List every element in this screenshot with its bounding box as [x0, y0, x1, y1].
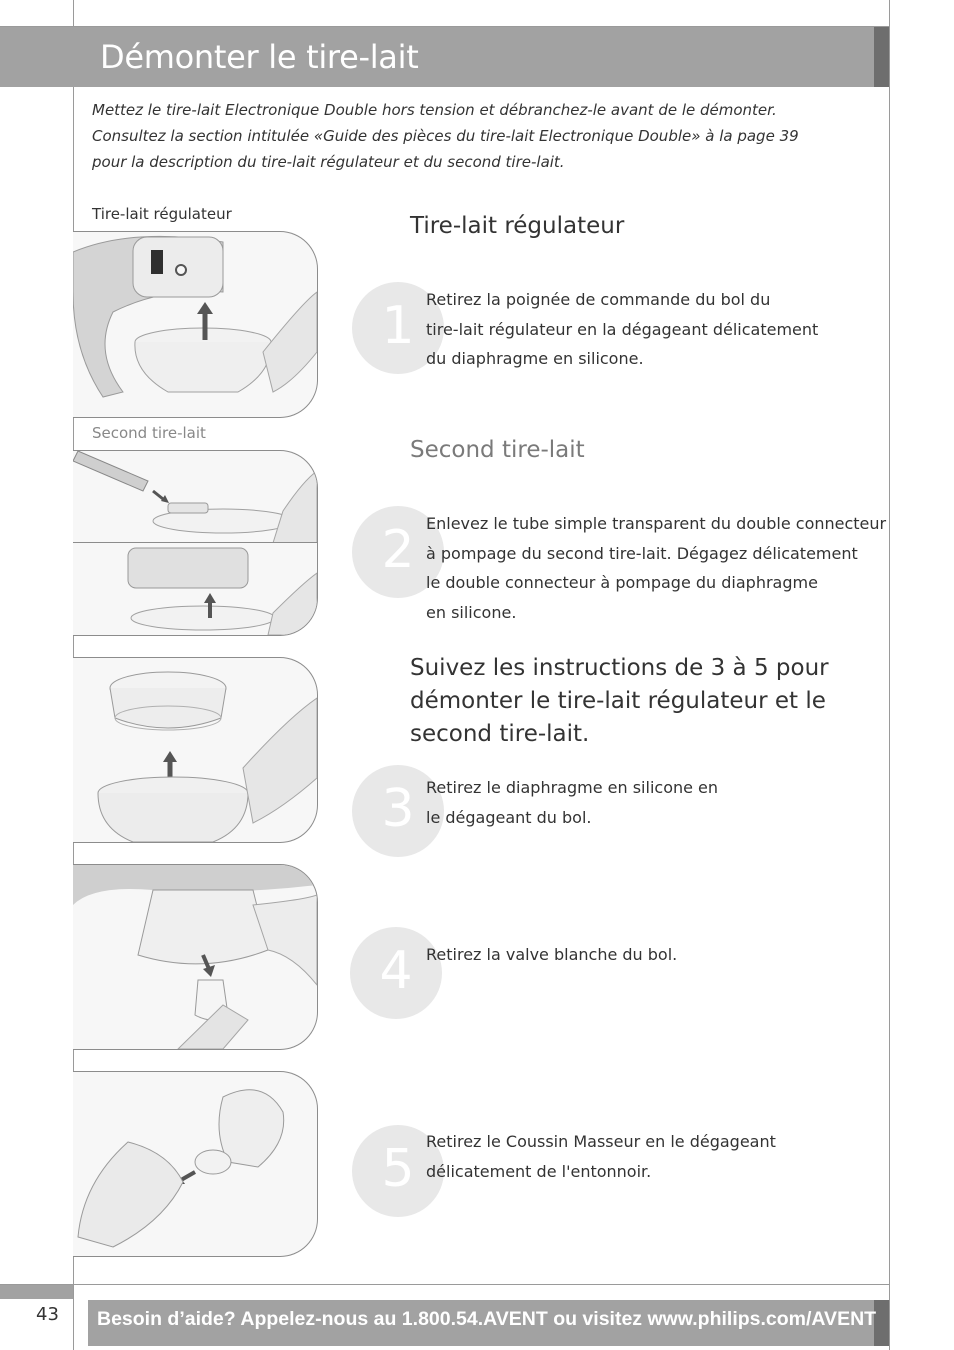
illustration-step-2a — [73, 450, 318, 544]
caption-regulator: Tire-lait régulateur — [92, 205, 232, 223]
step-number: 2 — [381, 520, 415, 580]
footer-left-tab — [0, 1285, 73, 1299]
step-line: à pompage du second tire-lait. Dégagez délicatement — [426, 543, 858, 563]
illustration-step-2b — [73, 542, 318, 636]
intro-line: Mettez le tire-lait Electronique Double hors tension et débranchez-le avant de le démonter. — [92, 101, 777, 119]
step-line: délicatement de l'entonnoir. — [426, 1161, 652, 1181]
step-line: Retirez la valve blanche du bol. — [426, 945, 678, 964]
intro-paragraph — [92, 97, 852, 175]
step-line: le double connecteur à pompage du diaphragme — [426, 573, 818, 592]
illustration-step-3 — [73, 657, 318, 843]
diaphragm-illustration — [73, 658, 317, 842]
step-3-text — [426, 773, 718, 832]
valve-illustration — [73, 865, 317, 1049]
step-1-text — [426, 285, 818, 374]
step-number: 3 — [381, 779, 415, 839]
title-bar-accent — [874, 27, 889, 87]
tube-connector-illustration — [73, 451, 317, 543]
page-number: 43 — [36, 1304, 59, 1325]
step-5-text — [426, 1127, 776, 1186]
step-line: en silicone. — [426, 602, 517, 622]
illustration-step-1 — [73, 231, 318, 418]
massage-cushion-illustration — [73, 1072, 317, 1256]
page-title: Démonter le tire-lait — [100, 38, 419, 76]
help-banner-text: Besoin d’aide? Appelez-nous au 1.800.54.AVENT ou visitez www.philips.com/AVENT — [97, 1308, 877, 1330]
note-line: second tire-lait. — [410, 721, 590, 747]
footer-top-rule — [0, 1284, 890, 1285]
step-number: 5 — [381, 1139, 415, 1199]
step-line: Enlevez le tube simple transparent du double connecteur — [426, 514, 887, 533]
right-margin-rule — [889, 0, 890, 1350]
double-connector-illustration — [73, 543, 317, 635]
intro-line: pour la description du tire-lait régulateur et du second tire-lait. — [92, 153, 565, 171]
step-4-text — [426, 940, 677, 970]
instructions-note — [410, 652, 850, 751]
step-number: 1 — [381, 296, 415, 356]
illustration-step-4 — [73, 864, 318, 1050]
heading-second: Second tire-lait — [410, 437, 585, 463]
step-line: Retirez la poignée de commande du bol du — [426, 290, 771, 309]
illustration-step-5 — [73, 1071, 318, 1257]
footer-bar-accent — [874, 1300, 889, 1346]
step-line: du diaphragme en silicone. — [426, 349, 644, 368]
intro-line: Consultez la section intitulée «Guide des pièces du tire-lait Electronique Double» à la page 39 — [92, 127, 799, 145]
step-line: Retirez le Coussin Masseur en le dégageant — [426, 1132, 776, 1151]
note-line: démonter le tire-lait régulateur et le — [410, 688, 826, 714]
caption-second: Second tire-lait — [92, 424, 206, 442]
note-line: Suivez les instructions de 3 à 5 pour — [410, 655, 829, 681]
handle-bowl-illustration — [73, 232, 317, 417]
step-line: Retirez le diaphragme en silicone en — [426, 778, 719, 797]
step-line: tire-lait régulateur en la dégageant délicatement — [426, 319, 819, 339]
step-number: 4 — [379, 941, 413, 1001]
heading-regulator: Tire-lait régulateur — [410, 213, 625, 239]
step-2-text — [426, 509, 886, 627]
step-line: le dégageant du bol. — [426, 807, 592, 827]
